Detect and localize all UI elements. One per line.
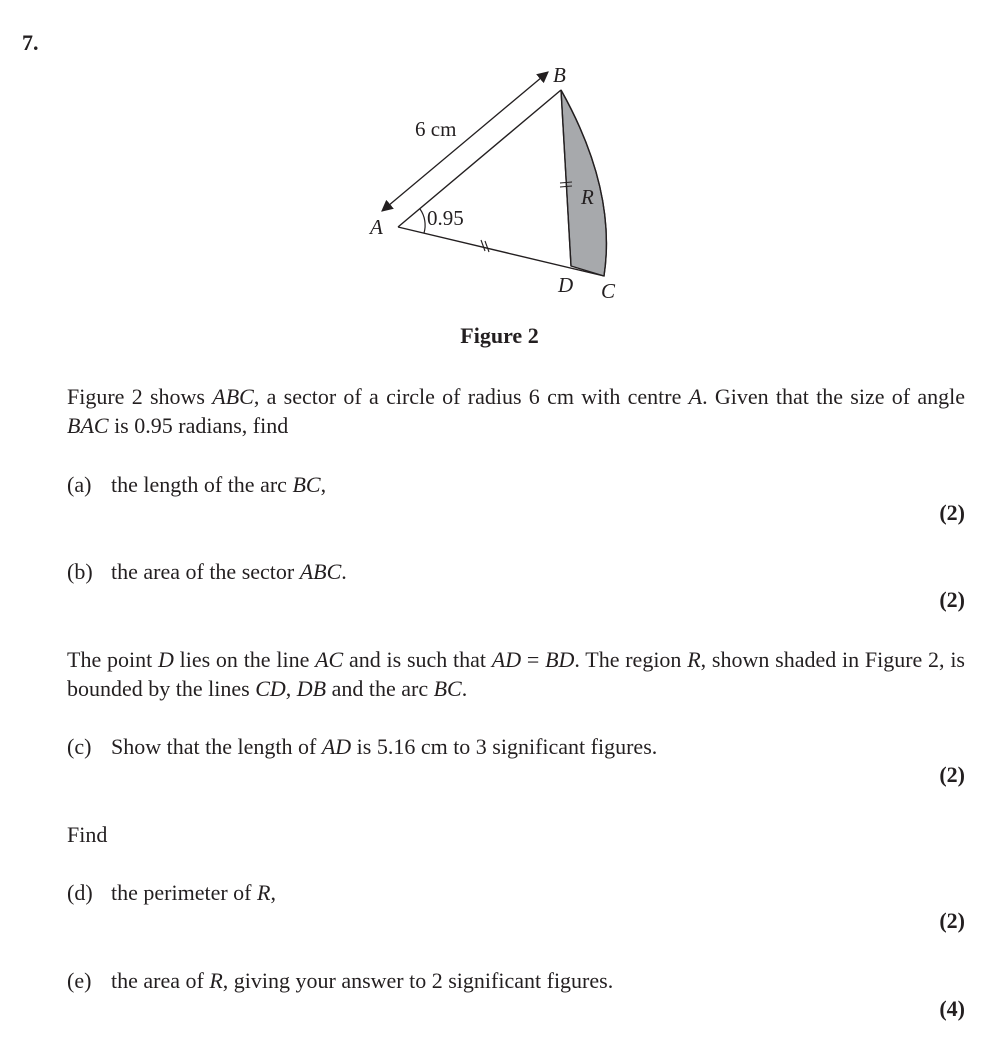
line-AB: [398, 90, 561, 227]
intro-paragraph: Figure 2 shows ABC, a sector of a circle of radius 6 cm with centre A. Given that the size of angle BAC is 0.95 radians, find: [67, 384, 966, 438]
tick-marks-AD: [481, 240, 489, 252]
label-A: A: [370, 215, 383, 239]
angle-arc: [420, 209, 425, 233]
radius-arrow: [382, 72, 548, 211]
find-text: Find: [67, 822, 108, 847]
label-D: D: [558, 273, 574, 297]
label-C: C: [601, 279, 616, 303]
part-e: (e) the area of R, giving your answer to 2 significant figures.: [67, 968, 614, 993]
marks-d: (2): [939, 908, 965, 933]
part-a: (a) the length of the arc BC,: [67, 472, 327, 497]
marks-a: (2): [939, 500, 965, 525]
question-number: 7.: [22, 30, 39, 55]
label-R: R: [581, 185, 594, 209]
part-c: (c) Show that the length of AD is 5.16 cm to 3 significant figures.: [67, 734, 658, 759]
part-b: (b) the area of the sector ABC.: [67, 559, 347, 584]
marks-e: (4): [939, 996, 965, 1021]
label-B: B: [553, 63, 566, 87]
marks-c: (2): [939, 762, 965, 787]
part-d: (d) the perimeter of R,: [67, 880, 276, 905]
sector-figure: [0, 0, 999, 350]
label-angle: 0.95: [427, 206, 464, 230]
marks-b: (2): [939, 587, 965, 612]
label-radius: 6 cm: [415, 117, 457, 141]
figure-caption: Figure 2: [460, 323, 539, 348]
second-paragraph: The point D lies on the line AC and is such that AD = BD. The region R, shown shaded in Figure 2, is bounded by the lines CD, DB and the arc BC.: [67, 647, 965, 701]
